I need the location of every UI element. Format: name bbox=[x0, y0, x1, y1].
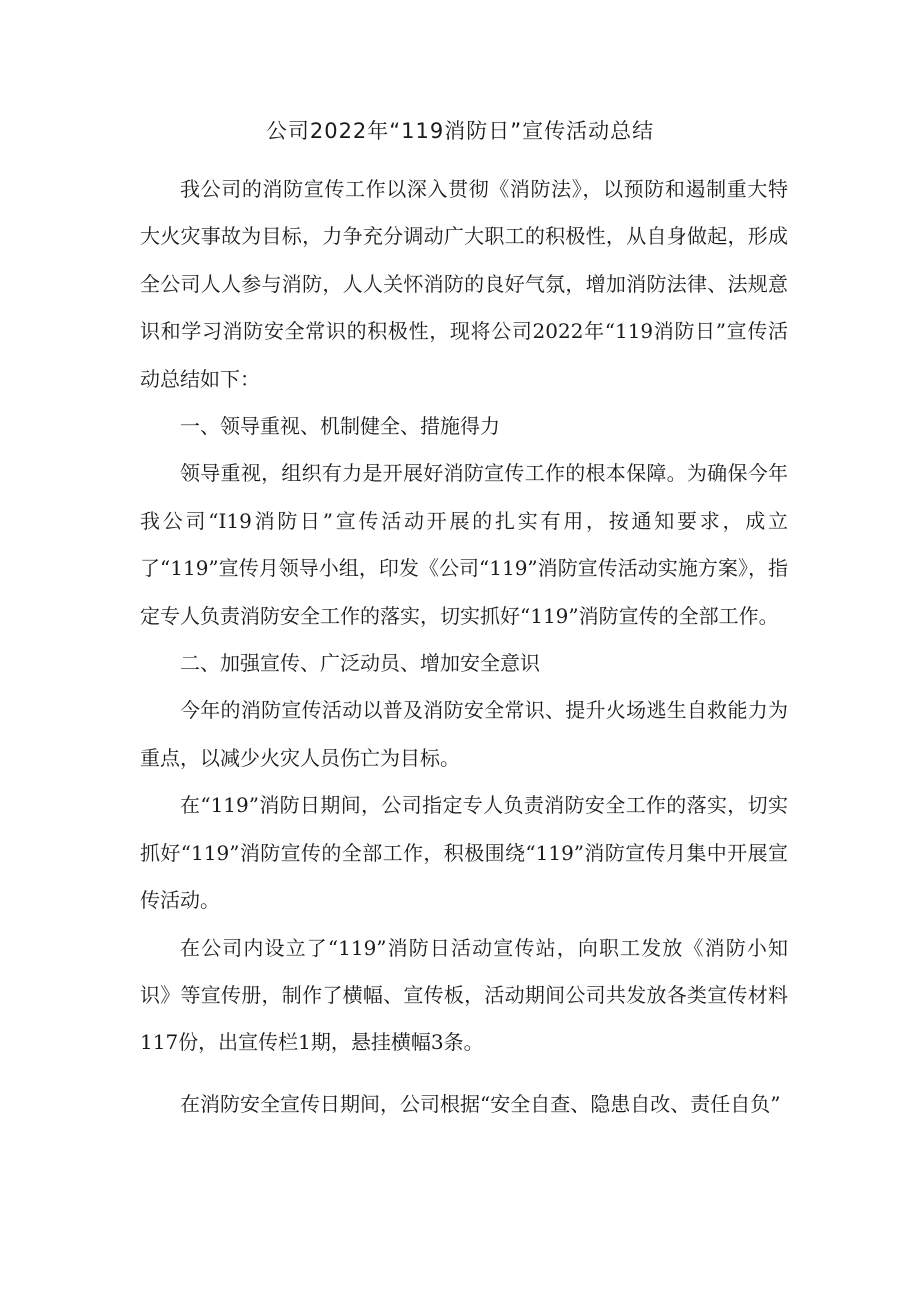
paragraph-focus: 今年的消防宣传活动以普及消防安全常识、提升火场逃生自救能力为重点，以减少火灾人员伤亡为目标。 bbox=[140, 698, 788, 770]
paragraph-safety-day: 在消防安全宣传日期间，公司根据“安全自查、隐患自改、责任自负” bbox=[180, 1091, 781, 1116]
document-title: 公司2022年“119消防日”宣传活动总结 bbox=[265, 119, 655, 143]
document-body bbox=[140, 166, 788, 1128]
section-heading-1: 一、领导重视、机制健全、措施得力 bbox=[180, 414, 500, 439]
paragraph-fire-day: 在“119”消防日期间，公司指定专人负责消防安全工作的落实，切实抓好“119”消防宣传的全部工作，积极围绕“119”消防宣传月集中开展宣传活动。 bbox=[140, 793, 788, 913]
paragraph-leadership: 领导重视，组织有力是开展好消防宣传工作的根本保障。为确保今年我公司“I19消防日”宣传活动开展的扎实有用，按通知要求，成立了“119”宣传月领导小组，印发《公司“119”消防宣传活动实施方案》，指定专人负责消防安全工作的落实，切实抓好“119”消防宣传的全部工作。 bbox=[140, 461, 788, 628]
section-heading-2: 二、加强宣传、广泛动员、增加安全意识 bbox=[180, 651, 540, 676]
paragraph-intro: 我公司的消防宣传工作以深入贯彻《消防法》，以预防和遏制重大特大火灾事故为目标，力争充分调动广大职工的积极性，从自身做起，形成全公司人人参与消防，人人关怀消防的良好气氛，增加消防法律、法规意识和学习消防安全常识的积极性，现将公司2022年“119消防日”宣传活动总结如下： bbox=[140, 177, 788, 391]
paragraph-materials: 在公司内设立了“119”消防日活动宣传站，向职工发放《消防小知识》等宣传册，制作了横幅、宣传板，活动期间公司共发放各类宣传材料117份，出宣传栏1期，悬挂横幅3条。 bbox=[140, 935, 788, 1055]
